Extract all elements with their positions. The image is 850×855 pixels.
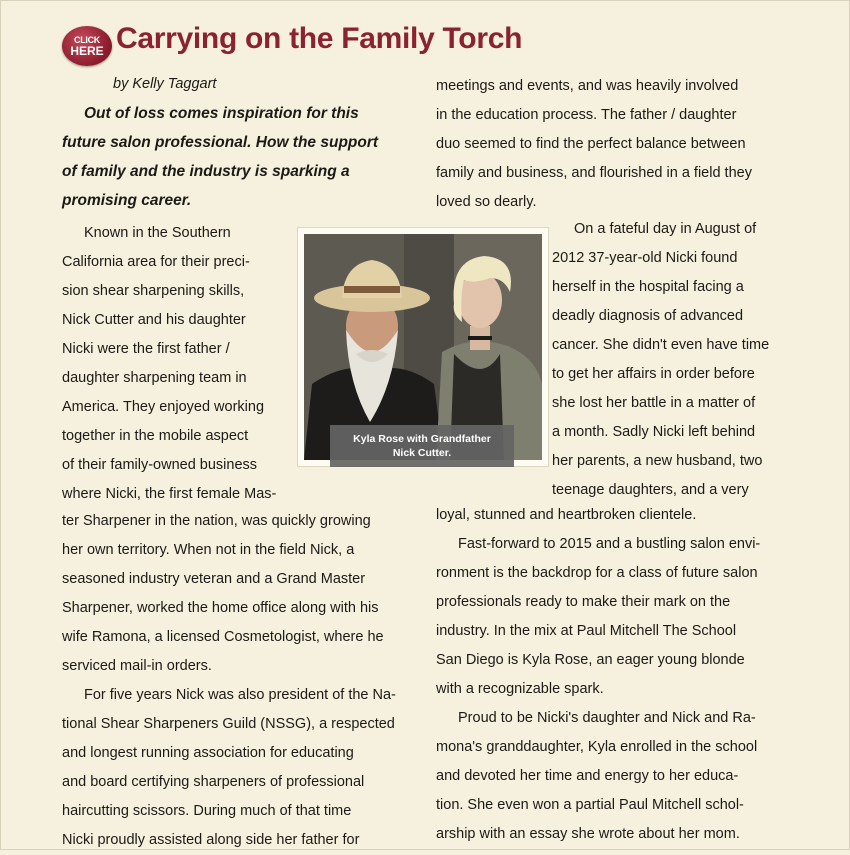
body-line: meetings and events, and was heavily involved [436, 78, 739, 94]
body-line: and devoted her time and energy to her educa- [436, 768, 739, 784]
body-line: loyal, stunned and heartbroken clientele. [436, 507, 697, 523]
click-here-label-2: HERE [70, 44, 104, 58]
body-line: of their family-owned business [62, 457, 258, 473]
body-line: together in the mobile aspect [62, 428, 249, 444]
click-here-label-1: CLICK [74, 35, 100, 45]
body-line: America. They enjoyed working [62, 399, 265, 415]
body-line: haircutting scissors. During much of that time [62, 803, 352, 819]
body-line: tion. She even won a partial Paul Mitchell schol- [436, 797, 744, 813]
body-line: teenage daughters, and a very [552, 482, 749, 498]
body-line: seasoned industry veteran and a Grand Master [62, 571, 366, 587]
body-line: serviced mail-in orders. [62, 658, 212, 674]
lead-line: Out of loss comes inspiration for this [84, 105, 359, 122]
lead-paragraph [62, 99, 428, 215]
body-line: professionals ready to make their mark on the [436, 594, 731, 610]
body-line: duo seemed to find the perfect balance between [436, 136, 746, 152]
body-line: Nicki were the first father / [62, 341, 230, 357]
right-column-wrap [552, 215, 798, 505]
body-line: cancer. She didn't even have time [552, 337, 770, 353]
byline: by Kelly Taggart [113, 76, 217, 92]
body-line: Fast-forward to 2015 and a bustling salon envi- [458, 536, 761, 552]
body-line: deadly diagnosis of advanced [552, 308, 744, 324]
body-line: Sharpener, worked the home office along with his [62, 600, 379, 616]
caption-line: Nick Cutter. [392, 447, 452, 459]
body-line: daughter sharpening team in [62, 370, 247, 386]
body-line: she lost her battle in a matter of [552, 395, 756, 411]
article-title: Carrying on the Family Torch [116, 22, 523, 55]
lead-line: future salon professional. How the support [62, 134, 379, 151]
body-line: her parents, a new husband, two [552, 453, 763, 469]
body-line: loved so dearly. [436, 194, 537, 210]
body-line: Known in the Southern [84, 225, 231, 241]
body-line: Nicki proudly assisted along side her father for [62, 832, 360, 848]
body-line: wife Ramona, a licensed Cosmetologist, where he [62, 629, 384, 645]
photo-caption [330, 425, 514, 467]
body-line: family and business, and flourished in a field they [436, 165, 752, 181]
right-column-lower [436, 501, 796, 849]
body-line: 2012 37-year-old Nicki found [552, 250, 738, 266]
body-line: Nick Cutter and his daughter [62, 312, 246, 328]
body-line: tional Shear Sharpeners Guild (NSSG), a respected [62, 716, 395, 732]
click-here-button[interactable] [62, 26, 112, 66]
body-line: For five years Nick was also president of the Na- [84, 687, 396, 703]
body-line: and board certifying sharpeners of professional [62, 774, 365, 790]
body-line: mona's granddaughter, Kyla enrolled in the school [436, 739, 758, 755]
body-line: to get her affairs in order before [552, 366, 755, 382]
body-line: where Nicki, the first female Mas- [62, 486, 277, 502]
body-line: San Diego is Kyla Rose, an eager young blonde [436, 652, 745, 668]
body-line: herself in the hospital facing a [552, 279, 744, 295]
body-line: and longest running association for educating [62, 745, 354, 761]
body-line: sion shear sharpening skills, [62, 283, 245, 299]
left-column-lower [62, 507, 428, 855]
body-line: with a recognizable spark. [436, 681, 604, 697]
body-line: ter Sharpener in the nation, was quickly growing [62, 513, 371, 529]
lead-line: promising career. [62, 192, 192, 209]
right-column-upper [436, 72, 796, 217]
body-line: her own territory. When not in the field Nick, a [62, 542, 355, 558]
body-line: industry. In the mix at Paul Mitchell The School [436, 623, 737, 639]
body-line: On a fateful day in August of [574, 221, 757, 237]
lead-line: of family and the industry is sparking a [62, 163, 350, 180]
body-line: in the education process. The father / daughter [436, 107, 737, 123]
body-line: Proud to be Nicki's daughter and Nick and Ra- [458, 710, 756, 726]
body-line: ronment is the backdrop for a class of future salon [436, 565, 758, 581]
body-line: arship with an essay she wrote about her mom. [436, 826, 740, 842]
body-line: California area for their preci- [62, 254, 250, 270]
body-line: a month. Sadly Nicki left behind [552, 424, 756, 440]
caption-line: Kyla Rose with Grandfather [353, 433, 491, 445]
